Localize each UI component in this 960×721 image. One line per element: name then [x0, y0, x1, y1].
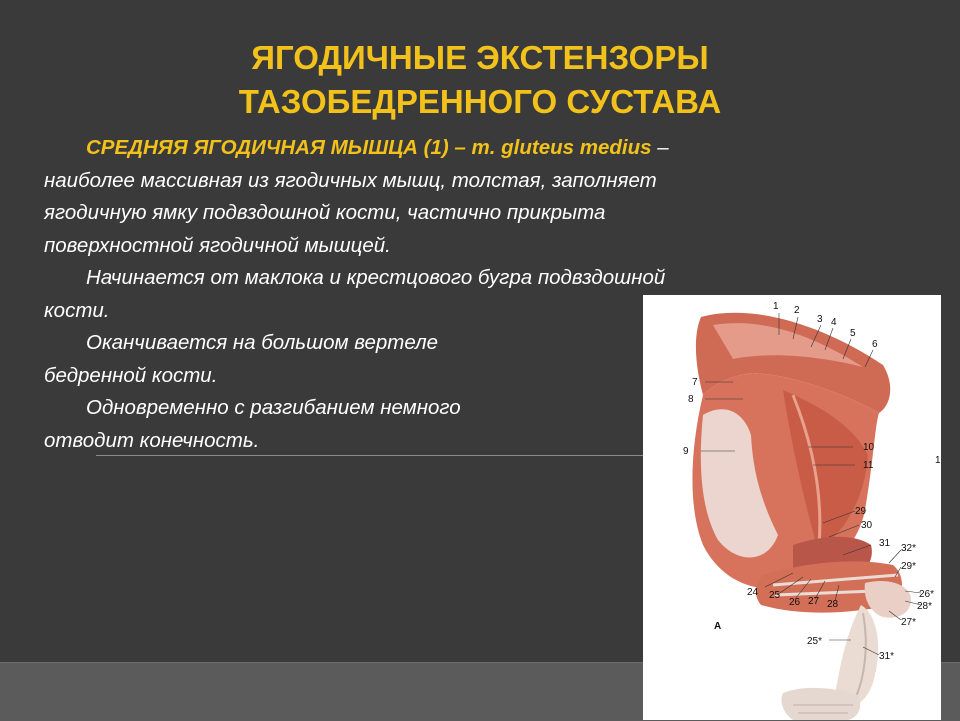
paragraph-1-dash: – — [651, 136, 669, 159]
label-30: 30 — [861, 520, 873, 531]
paragraph-1-line-2: наиболее массивная из ягодичных мышц, толстая, заполняет — [44, 168, 657, 192]
label-25-star: 25* — [807, 636, 823, 647]
label-8: 8 — [688, 394, 694, 405]
label-27-star: 27* — [901, 617, 917, 628]
divider-line — [96, 455, 644, 456]
label-2: 2 — [794, 305, 800, 316]
label-28: 28 — [827, 599, 839, 610]
paragraph-1-line-1 — [44, 132, 864, 165]
label-6: 6 — [872, 339, 878, 350]
label-10: 10 — [863, 442, 875, 453]
label-11: 11 — [863, 460, 874, 471]
label-4: 4 — [831, 317, 837, 328]
label-25: 25 — [769, 590, 781, 601]
label-31-star: 31* — [879, 651, 895, 662]
label-9: 9 — [683, 446, 689, 457]
panel-letter: А — [714, 621, 722, 632]
label-5: 5 — [850, 328, 856, 339]
hindlimb-muscles-illustration — [643, 295, 941, 720]
paragraph-2-line-2: кости. — [44, 298, 110, 322]
slide-title — [0, 36, 960, 124]
label-7: 7 — [692, 377, 698, 388]
label-1: 1 — [773, 301, 779, 312]
title-line-1: ЯГОДИЧНЫЕ ЭКСТЕНЗОРЫ — [251, 39, 709, 76]
paragraph-1-line-3: ягодичную ямку подвздошной кости, частично прикрыта — [44, 201, 606, 224]
label-29: 29 — [855, 506, 867, 517]
label-26-star: 26* — [919, 589, 935, 600]
label-27: 27 — [808, 596, 820, 607]
label-26: 26 — [789, 597, 801, 608]
label-1-right: 1 — [935, 455, 941, 466]
label-3: 3 — [817, 314, 823, 325]
paragraph-3-line-2: бедренной кости. — [44, 363, 218, 387]
paragraph-2-line-1: Начинается от маклока и крестцового бугра подвздошной — [86, 266, 666, 289]
paragraph-4-line-2: отводит конечность. — [44, 428, 260, 452]
label-32-star: 32* — [901, 543, 917, 554]
label-29-star: 29* — [901, 561, 917, 572]
paragraph-1-line-4: поверхностной ягодичной мышцей. — [44, 233, 391, 257]
paragraph-4-line-1: Одновременно с разгибанием немного — [86, 396, 461, 419]
hock-shape — [865, 581, 911, 618]
title-line-2: ТАЗОБЕДРЕННОГО СУСТАВА — [238, 83, 722, 120]
label-28-star: 28* — [917, 601, 933, 612]
label-24: 24 — [747, 587, 759, 598]
muscle-name: СРЕДНЯЯ ЯГОДИЧНАЯ МЫШЦА (1) – m. gluteus medius — [86, 136, 652, 159]
paw-shape — [781, 688, 860, 720]
paragraph-3-line-1: Оканчивается на большом вертеле — [86, 331, 439, 354]
anatomy-figure — [643, 295, 941, 720]
label-31: 31 — [879, 538, 891, 549]
